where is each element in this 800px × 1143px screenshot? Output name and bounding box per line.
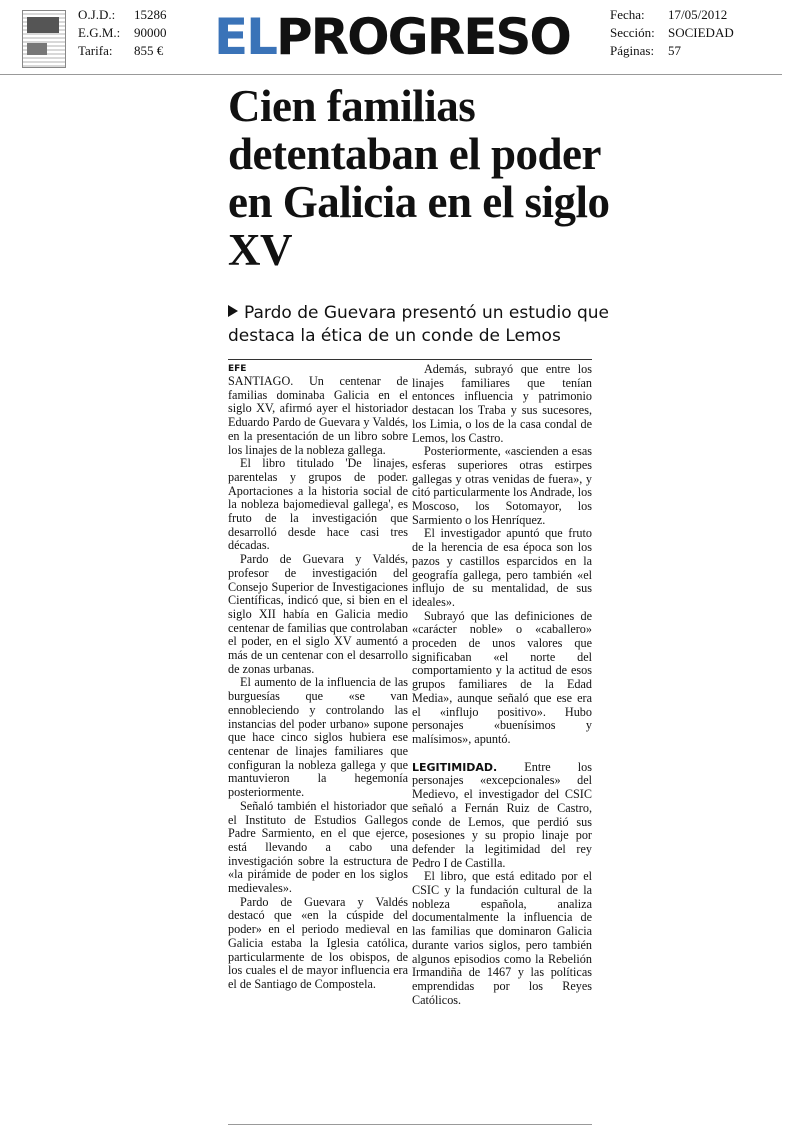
meta-row-paginas — [610, 42, 734, 60]
meta-row-fecha — [610, 6, 734, 24]
meta-label: Fecha: — [610, 7, 645, 22]
paragraph: Posteriormente, «ascienden a esas esferas superiores otras estirpes gallegas y otras venidas de fuera», y citó particularmente los Andrade, los Moscoso, los Sotomayor, los Sarmiento o los Henríquez. — [412, 444, 592, 527]
section-text: Entre los personajes «excepcionales» del Medievo, el investigador del CSIC señaló a Fernán Ruiz de Castro, conde de Lemos, que perdió sus posesiones y su propio linaje por defender la legitimidad del rey Pedro I de Castilla. — [412, 759, 592, 870]
paragraph: El aumento de la influencia de las burguesías que «se van ennobleciendo y controlando las instancias del poder urbano» supone que hace cinco siglos hubiera ese centenar de linajes familiares que configuran la nobleza gallega y que mantuvieron la hegemonía posteriormente. — [228, 675, 408, 800]
thumbnail-photo — [27, 17, 59, 33]
subhead-text: Pardo de Guevara presentó un estudio que destaca la ética de un conde de Lemos — [228, 303, 610, 346]
logo-el: EL — [214, 8, 277, 66]
meta-value: 57 — [668, 43, 681, 58]
meta-label: Tarifa: — [78, 43, 113, 58]
meta-label: Sección: — [610, 25, 655, 40]
thumbnail-photo-small — [27, 43, 47, 55]
paragraph: Pardo de Guevara y Valdés destacó que «en la cúspide del poder» en el periodo medieval en Galicia estaba la Iglesia católica, particularmente de los obispos, de los cuales el de mayor influencia era el de Santiago de Compostela. — [228, 894, 408, 991]
meta-label: E.G.M.: — [78, 25, 121, 40]
meta-label: Páginas: — [610, 43, 655, 58]
column-bottom-rule — [228, 1124, 592, 1125]
meta-value: SOCIEDAD — [668, 25, 734, 40]
paragraph: Señaló también el historiador que el Instituto de Estudios Gallegos Padre Sarmiento, en el que ejerce, está llevando a cabo una investigación sobre la estructura de «la pirámide de poder en los siglos medievales». — [228, 798, 408, 896]
byline: EFE — [228, 364, 247, 374]
section-lead: LEGITIMIDAD. — [412, 760, 498, 774]
meta-label: O.J.D.: — [78, 7, 116, 22]
meta-value: 855 € — [134, 43, 164, 58]
meta-row-tarifa — [78, 42, 167, 60]
paragraph: Además, subrayó que entre los linajes familiares que tenían entonces influencia y patrimonio destacan los Traba y sus sucesores, los Limia, o los de la casa condal de Lemos, los Castro. — [412, 362, 592, 445]
logo-progreso: PROGRESO — [276, 8, 570, 66]
paragraph-section — [412, 761, 592, 871]
meta-row-egm — [78, 24, 167, 42]
meta-row-seccion — [610, 24, 734, 42]
triangle-bullet-icon — [228, 305, 238, 317]
paragraph: El investigador apuntó que fruto de la herencia de esa época son los pazos y castillos esparcidos en la geografía gallega, pero también «el influjo de su mentalidad, de sus ideales». — [412, 526, 592, 609]
meta-value: 17/05/2012 — [668, 7, 728, 22]
paragraph: Subrayó que las definiciones de «carácter noble» o «caballero» proceden de unos valores que significaban «el norte del comportamiento y la actitud de esos grupos familiares de la Edad Media», aunque señaló que ese era el «influjo positivo». Hubo personajes «buenísimos y malísimos», apuntó. — [412, 608, 592, 746]
meta-value: 15286 — [134, 7, 167, 22]
column-top-rule — [228, 359, 592, 360]
article-headline: Cien familias detentaban el poder en Galicia en el siglo XV — [228, 81, 610, 275]
paragraph: SANTIAGO. Un centenar de familias dominaba Galicia en el siglo XV, afirmó ayer el historiador Eduardo Pardo de Guevara y Valdés, en la presentación de un libro sobre los linajes de la nobleza gallega. — [228, 374, 408, 457]
meta-row-ojd — [78, 6, 167, 24]
right-meta — [610, 6, 734, 60]
left-meta — [78, 6, 167, 60]
paragraph: Pardo de Guevara y Valdés, profesor de investigación del Consejo Superior de Investigaciones Científicas, indicó que, si bien en el siglo XII había en Galicia medio centenar de familias que controlaban el poder, en el siglo XV aumentó a más de un centenar con el desarrollo de zonas urbanas. — [228, 552, 408, 676]
article-subhead — [228, 302, 628, 348]
article-column-2 — [412, 363, 592, 1007]
paragraph: El libro, que está editado por el CSIC y la fundación cultural de la nobleza española, analiza documentalmente la influencia de las familias que dominaron Galicia durante varios siglos, pero también algunos episodios como la Rebelión Irmandiña de 1467 y las políticas emprendidas por los Reyes Católicos. — [412, 869, 592, 1007]
paragraph: El libro titulado 'De linajes, parentelas y grupos de poder. Aportaciones a la historia social de la nobleza bajomedieval gallega', es fruto de la investigación que desarrolló desde hace casi tres décadas. — [228, 456, 408, 553]
header-rule — [0, 74, 782, 75]
meta-value: 90000 — [134, 25, 167, 40]
article-column-1 — [228, 363, 408, 992]
newspaper-logo — [214, 4, 582, 70]
page-thumbnail — [22, 10, 66, 68]
